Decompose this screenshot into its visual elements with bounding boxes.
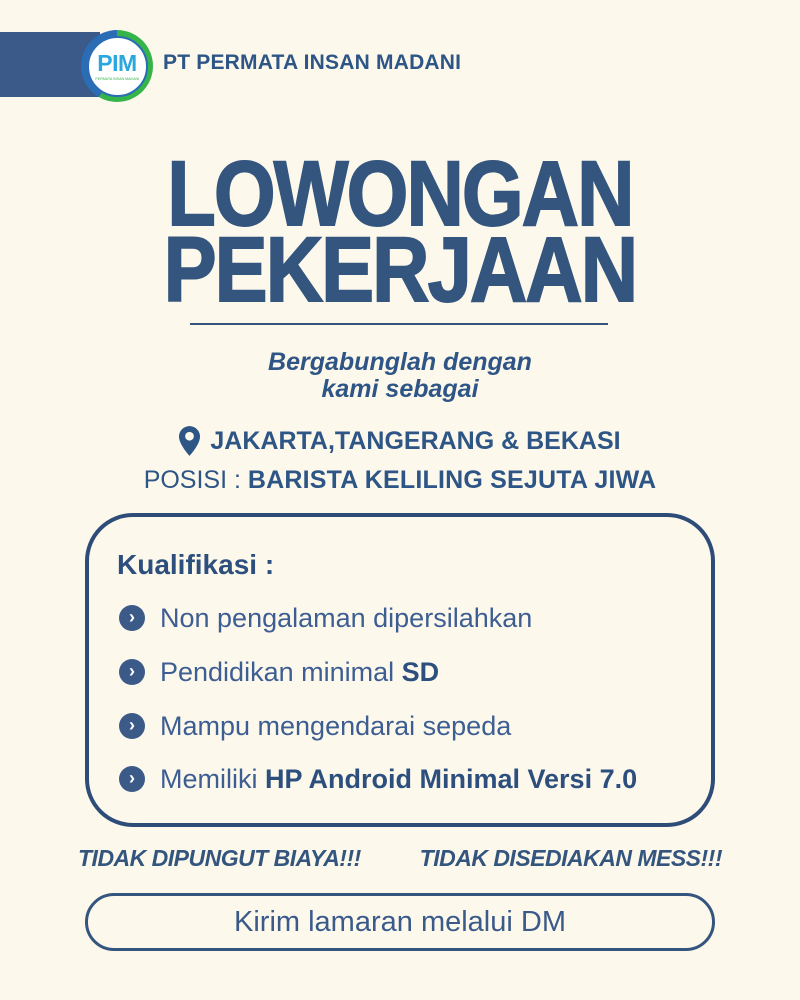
subtitle [0,349,800,403]
location-row [0,426,800,456]
qualification-text: Mampu mengendarai sepeda [160,710,512,741]
logo-monogram: PIM [97,49,137,76]
location-text: JAKARTA,TANGERANG & BEKASI [210,426,621,455]
qualification-item [119,604,532,632]
poster-title [0,143,800,321]
logo-subtext: PERMATA INSAN MADANI [95,75,139,81]
qualification-item [119,765,637,793]
title-underline [190,323,608,325]
qualification-text: Pendidikan minimal SD [160,656,440,687]
qualification-item [119,712,511,740]
chevron-bullet-icon: › [119,659,145,685]
position-row [0,466,800,495]
position-value: BARISTA KELILING SEJUTA JIWA [247,466,657,494]
note-no-fee: TIDAK DIPUNGUT BIAYA!!! [78,845,361,871]
apply-dm-button[interactable]: Kirim lamaran melalui DM [85,893,715,951]
note-no-mess: TIDAK DISEDIAKAN MESS!!! [419,845,722,871]
qualification-text: Memiliki HP Android Minimal Versi 7.0 [160,763,638,794]
position-label: POSISI : [143,466,248,494]
qualifications-box [85,513,715,827]
poster-title-line2: PEKERJAAN [163,219,637,321]
subtitle-line1: Bergabunglah dengan [268,348,532,376]
chevron-bullet-icon: › [119,766,145,792]
subtitle-line2: kami sebagai [321,375,479,403]
footer-notes [78,845,722,872]
qualification-text: Non pengalaman dipersilahkan [160,602,533,633]
company-logo [81,30,153,102]
qualifications-heading: Kualifikasi : [117,549,275,580]
chevron-bullet-icon: › [119,605,145,631]
location-pin-icon [179,426,200,456]
qualification-item [119,658,439,686]
company-logo-inner [87,36,148,97]
poster-title-line1: LOWONGAN [167,143,633,245]
chevron-bullet-icon: › [119,713,145,739]
company-name: PT PERMATA INSAN MADANI [163,51,462,74]
